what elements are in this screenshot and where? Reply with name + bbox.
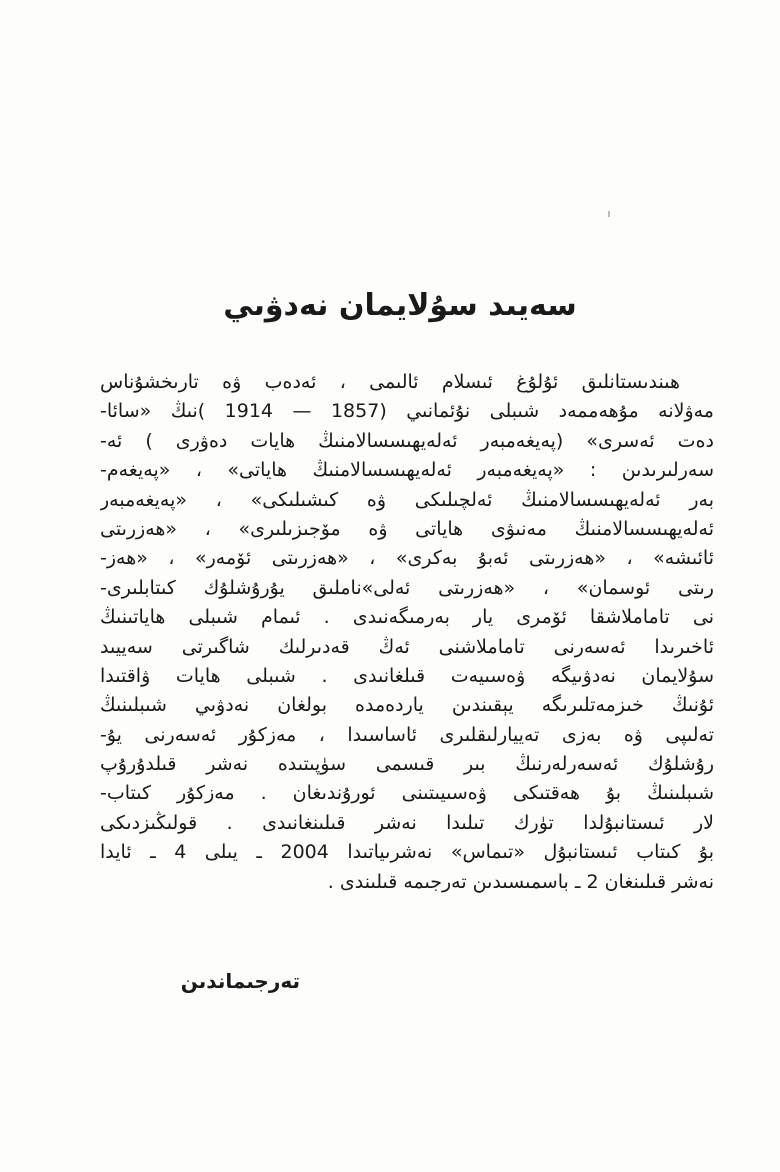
text-line: شىبلىنىڭ بۇ ھەقتىكى ۋەسىيىتىنى ئورۇندىغان . مەزكۇر كىتاب- [100, 782, 714, 805]
text-line: مەۋلانە مۇھەممەد شىبلى نۇئمانىي (1857 — 1914 )نىڭ «سائا- [100, 400, 714, 423]
text-line: سەرلىرىدىن : «پەيغەمبەر ئەلەيھىسسالامنىڭ ھاياتى» ، «پەيغەم- [100, 459, 714, 482]
text-line: ئائىشە» ، «ھەزرىتى ئەبۇ بەكرى» ، «ھەزرىتى ئۆمەر» ، «ھەز- [100, 547, 714, 570]
text-line: ئاخىرىدا ئەسەرنى تاماملاشنى ئەڭ قەدىرلىك شاگىرتى سەييىد [100, 635, 714, 658]
text-line: رۇشلۇك ئەسەرلەرنىڭ بىر قىسمى سۈپىتىدە نەشر قىلدۇرۇپ [100, 753, 714, 776]
text-line: دەت ئەسرى» (پەيغەمبەر ئەلەيھىسسالامنىڭ ھايات دەۋرى ) ئە- [100, 429, 714, 452]
text-line: ئۇنىڭ خىزمەتلىرىگە يېقىندىن ياردەمدە بولغان نەدۋىي شىبلىنىڭ [100, 694, 714, 717]
translator-signature: تەرجىماندىن [180, 969, 300, 993]
text-line: لار ئىستانبۇلدا تۈرك تىلىدا نەشر قىلىنغانىدى . قولىڭىزدىكى [100, 811, 714, 834]
page-title: سەيىد سۇلايمان نەدۋىي [223, 288, 577, 323]
text-line: نەشر قىلىنغان 2 ـ باسمىسىدىن تەرجىمە قىلىندى . [327, 870, 714, 893]
text-line: ھىندىستانلىق ئۇلۇغ ئىسلام ئالىمى ، ئەدەب ۋە تارىخشۇناس [100, 371, 680, 393]
body-paragraph [100, 368, 714, 897]
text-line: سۇلايمان نەدۋىيگە ۋەسىيەت قىلغانىدى . شىبلى ھايات ۋاقتىدا [100, 664, 714, 687]
text-line: ئەلەيھىسسالامنىڭ مەنىۋى ھاياتى ۋە مۆجىزىلىرى» ، «ھەزرىتى [100, 517, 714, 540]
text-line: رىتى ئوسمان» ، «ھەزرىتى ئەلى»ناملىق يۇرۇشلۇك كىتابلىرى- [100, 576, 714, 599]
text-line: بۇ كىتاب ئىستانبۇل «تىماس» نەشرىياتىدا 2004 ـ يىلى 4 ـ ئايدا [100, 841, 714, 864]
scan-speck [608, 211, 610, 217]
text-line: تەلىپى ۋە بەزى تەييارلىقلىرى ئاساسىدا ، مەزكۇر ئەسەرنى يۇ- [100, 723, 714, 746]
text-line: نى تاماملاشقا ئۆمرى يار بەرمىگەنىدى . ئىمام شىبلى ھاياتىنىڭ [100, 606, 714, 629]
text-line: بەر ئەلەيھىسسالامنىڭ ئەلچىلىكى ۋە كىشىلىكى» ، «پەيغەمبەر [100, 488, 714, 511]
